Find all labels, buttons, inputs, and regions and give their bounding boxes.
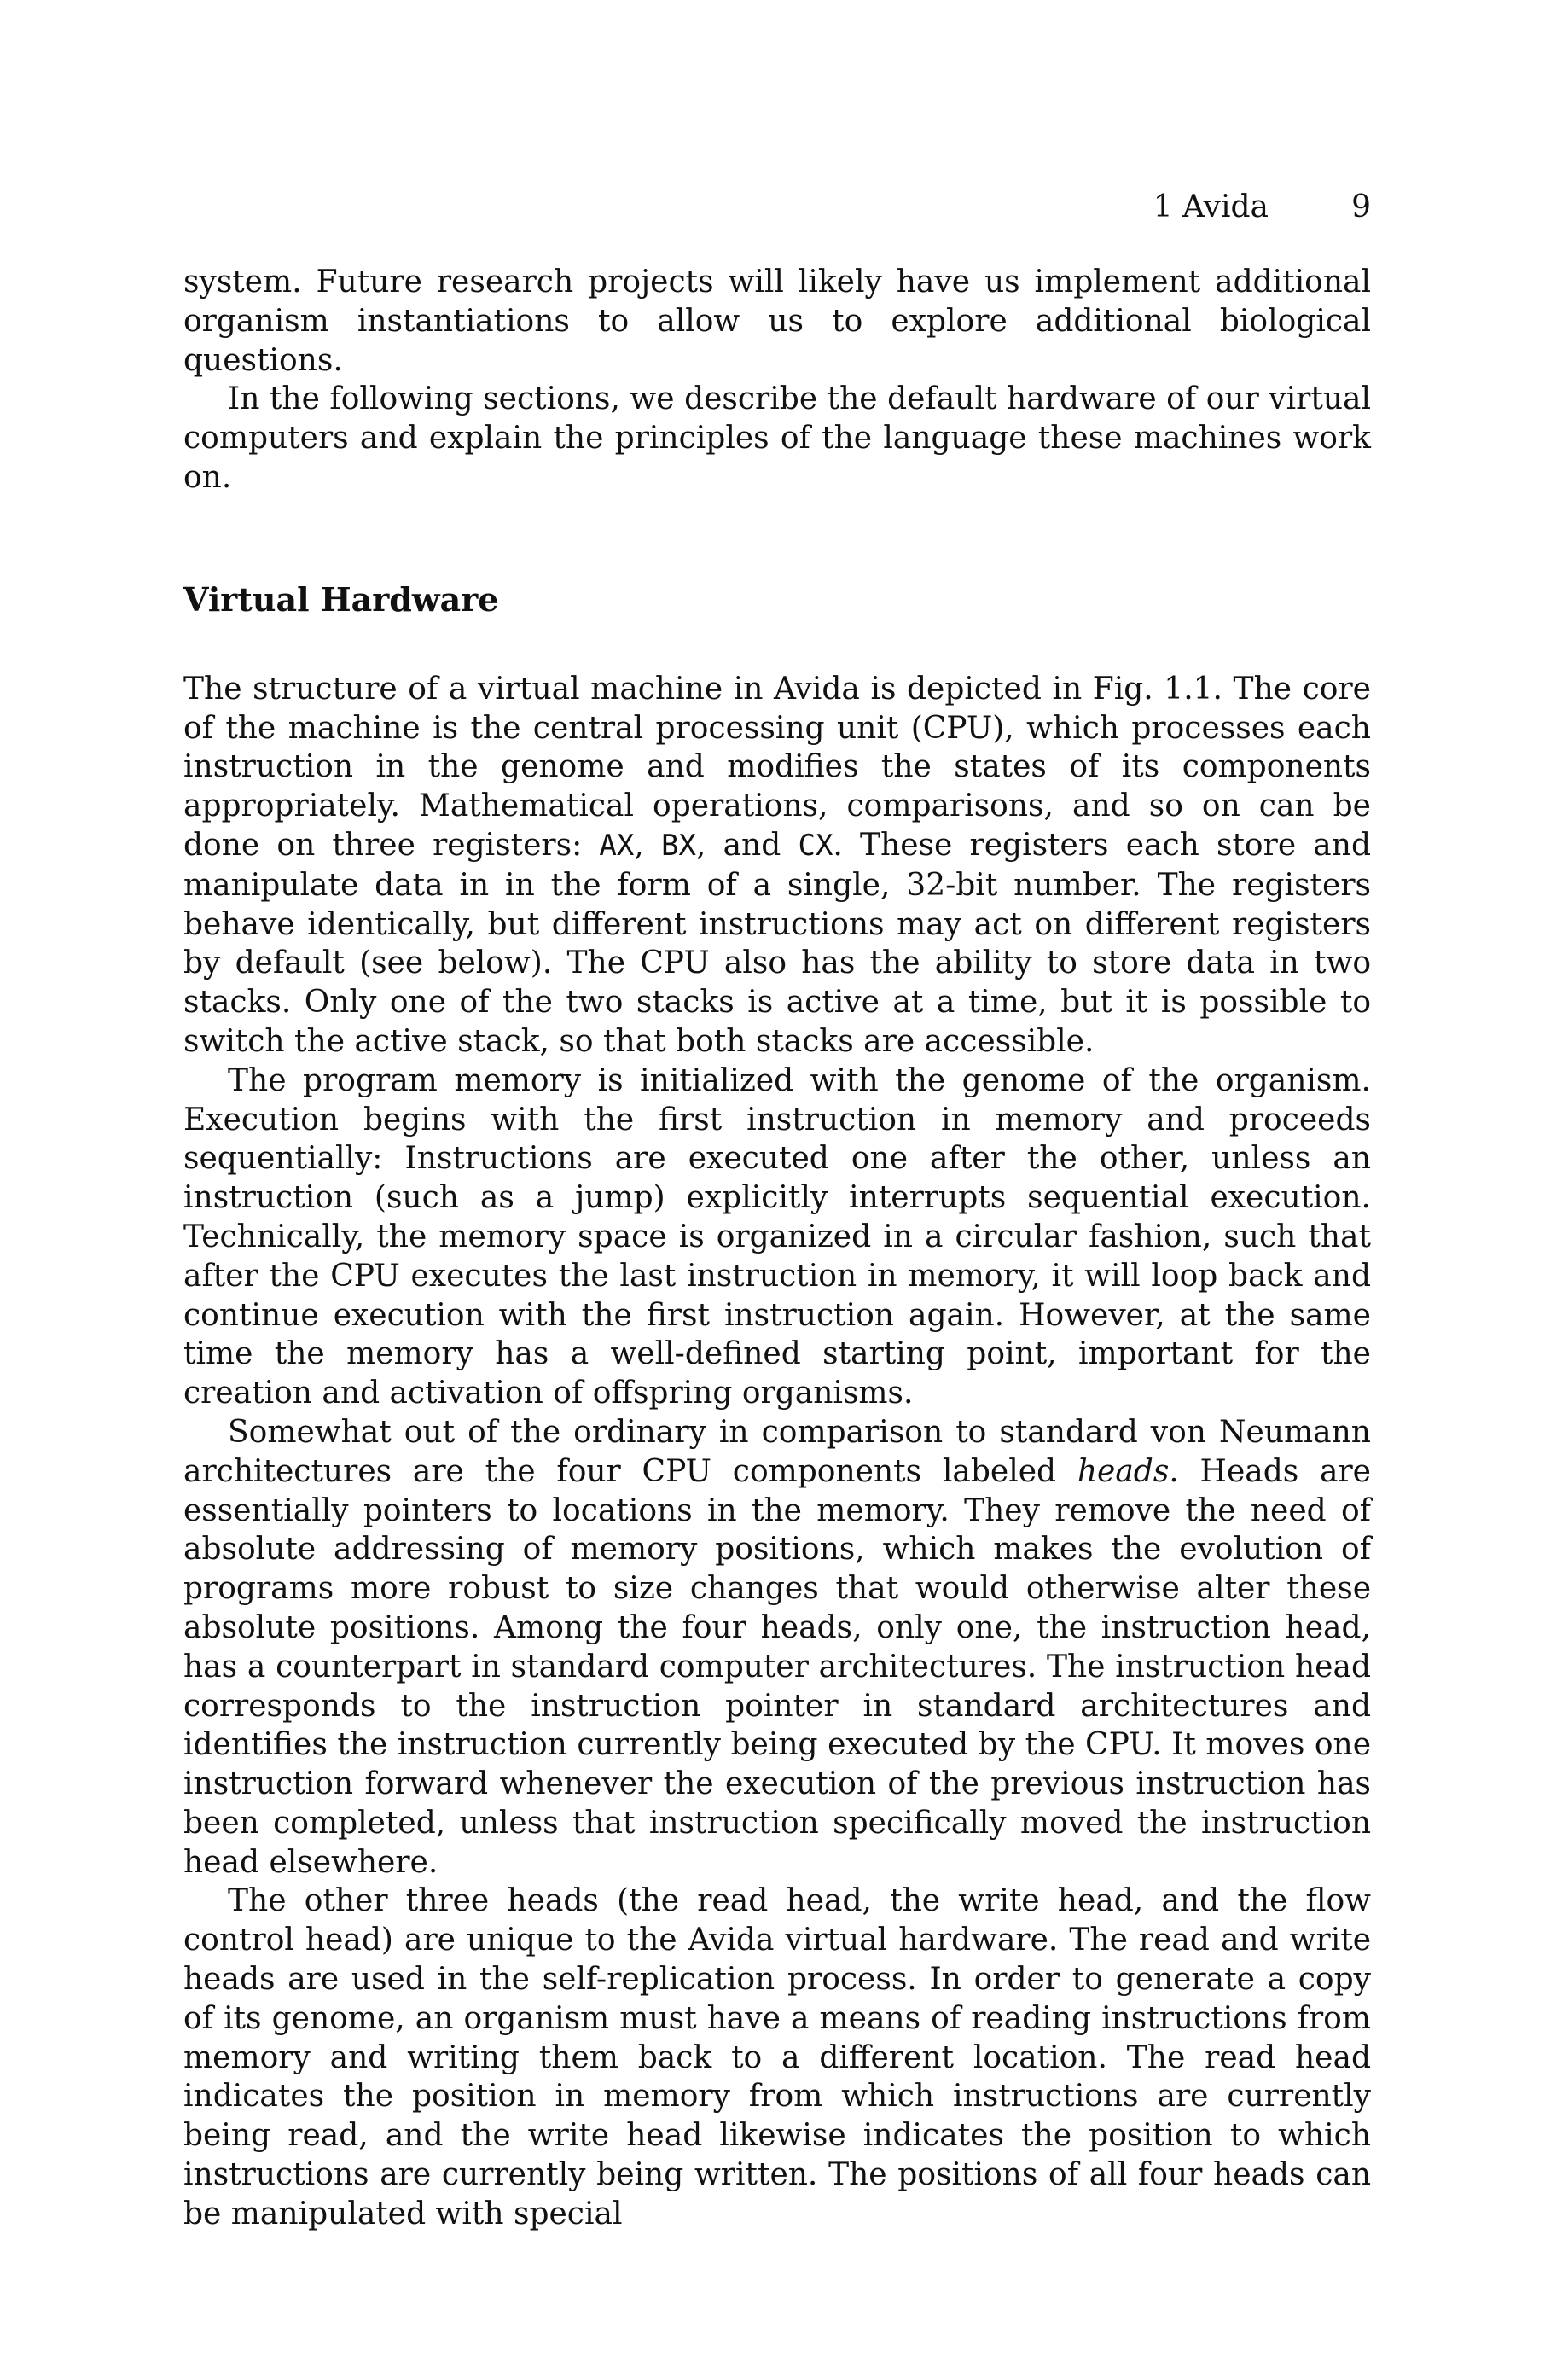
register-bx: BX — [661, 828, 696, 863]
paragraph-other-heads: The other three heads (the read head, the write head, and the flow control head) are unique to the Avida virtual hardware. The read and write heads are used in the self-replication process. In order to generate a copy of its genome, an organism must have a means of reading instructions from memory and writing them back to a different location. The read head indicates the position in memory from which instructions are currently being read, and the write head likewise indicates the position to which instructions are currently being written. The positions of all four heads can be manipulated with special — [183, 1883, 1371, 2231]
chapter-title: 1 Avida — [1153, 189, 1269, 224]
term-heads: heads — [1077, 1453, 1170, 1489]
running-head — [183, 186, 1371, 229]
paragraph-text: . Heads are essentially pointers to locations in the memory. They remove the need of absolute addressing of memory positions, which makes the evolution of programs more robust to size changes that would otherwise alter these absolute positions. Among the four heads, only one, the instruction head, has a counterpart in standard computer architectures. The instruction head corresponds to the instruction pointer in standard architectures and identifies the instruction currently being executed by the CPU. It moves one instruction forward whenever the execution of the previous instruction has been completed, unless that instruction specifically moved the instruction head elsewhere. — [183, 1453, 1371, 1880]
paragraph-text: , — [634, 827, 661, 863]
paragraph-text: The structure of a virtual machine in Avida is depicted in Fig. 1.1. The core of the machine is the central processing unit (CPU), which processes each instruction in the genome and modifies the states of its components appropriately. Mathematical operations, comparisons, and so on can be done on three registers: — [183, 671, 1371, 863]
paragraph-continuation: system. Future research projects will likely have us implement additional organism instantiations to allow us to explore additional biological questions. — [183, 265, 1371, 378]
paragraph-text: Somewhat out of the ordinary in comparison to standard von Neumann architectures are the four CPU components labeled — [183, 1414, 1371, 1489]
register-cx: CX — [798, 828, 833, 863]
paragraph-virtual-machine — [183, 670, 1371, 1062]
body-text — [183, 263, 1371, 2234]
paragraph-intro: In the following sections, we describe the default hardware of our virtual computers and explain the principles of the language these machines work on. — [183, 381, 1371, 495]
paragraph-program-memory: The program memory is initialized with the genome of the organism. Execution begins with the first instruction in memory and proceeds sequentially: Instructions are executed one after the other, unless an instruction (such as a jump) explicitly interrupts sequential execution. Technically, the memory space is organized in a circular fashion, such that after the CPU executes the last instruction in memory, it will loop back and continue execution with the first instruction again. However, at the same time the memory has a well-defined starting point, important for the creation and activation of offspring organisms. — [183, 1062, 1371, 1411]
paragraph-heads — [183, 1413, 1371, 1882]
paragraph-text: , and — [695, 827, 799, 863]
register-ax: AX — [599, 828, 635, 863]
section-heading: Virtual Hardware — [183, 579, 499, 619]
paragraph-text: . These registers each store and manipulate data in in the form of a single, 32-bit number. The registers behave identically, but different instructions may act on different registers by default (see below). The CPU also has the ability to store data in two stacks. Only one of the two stacks is active at a time, but it is possible to switch the active stack, so that both stacks are accessible. — [183, 827, 1372, 1059]
page-number: 9 — [1351, 189, 1371, 224]
